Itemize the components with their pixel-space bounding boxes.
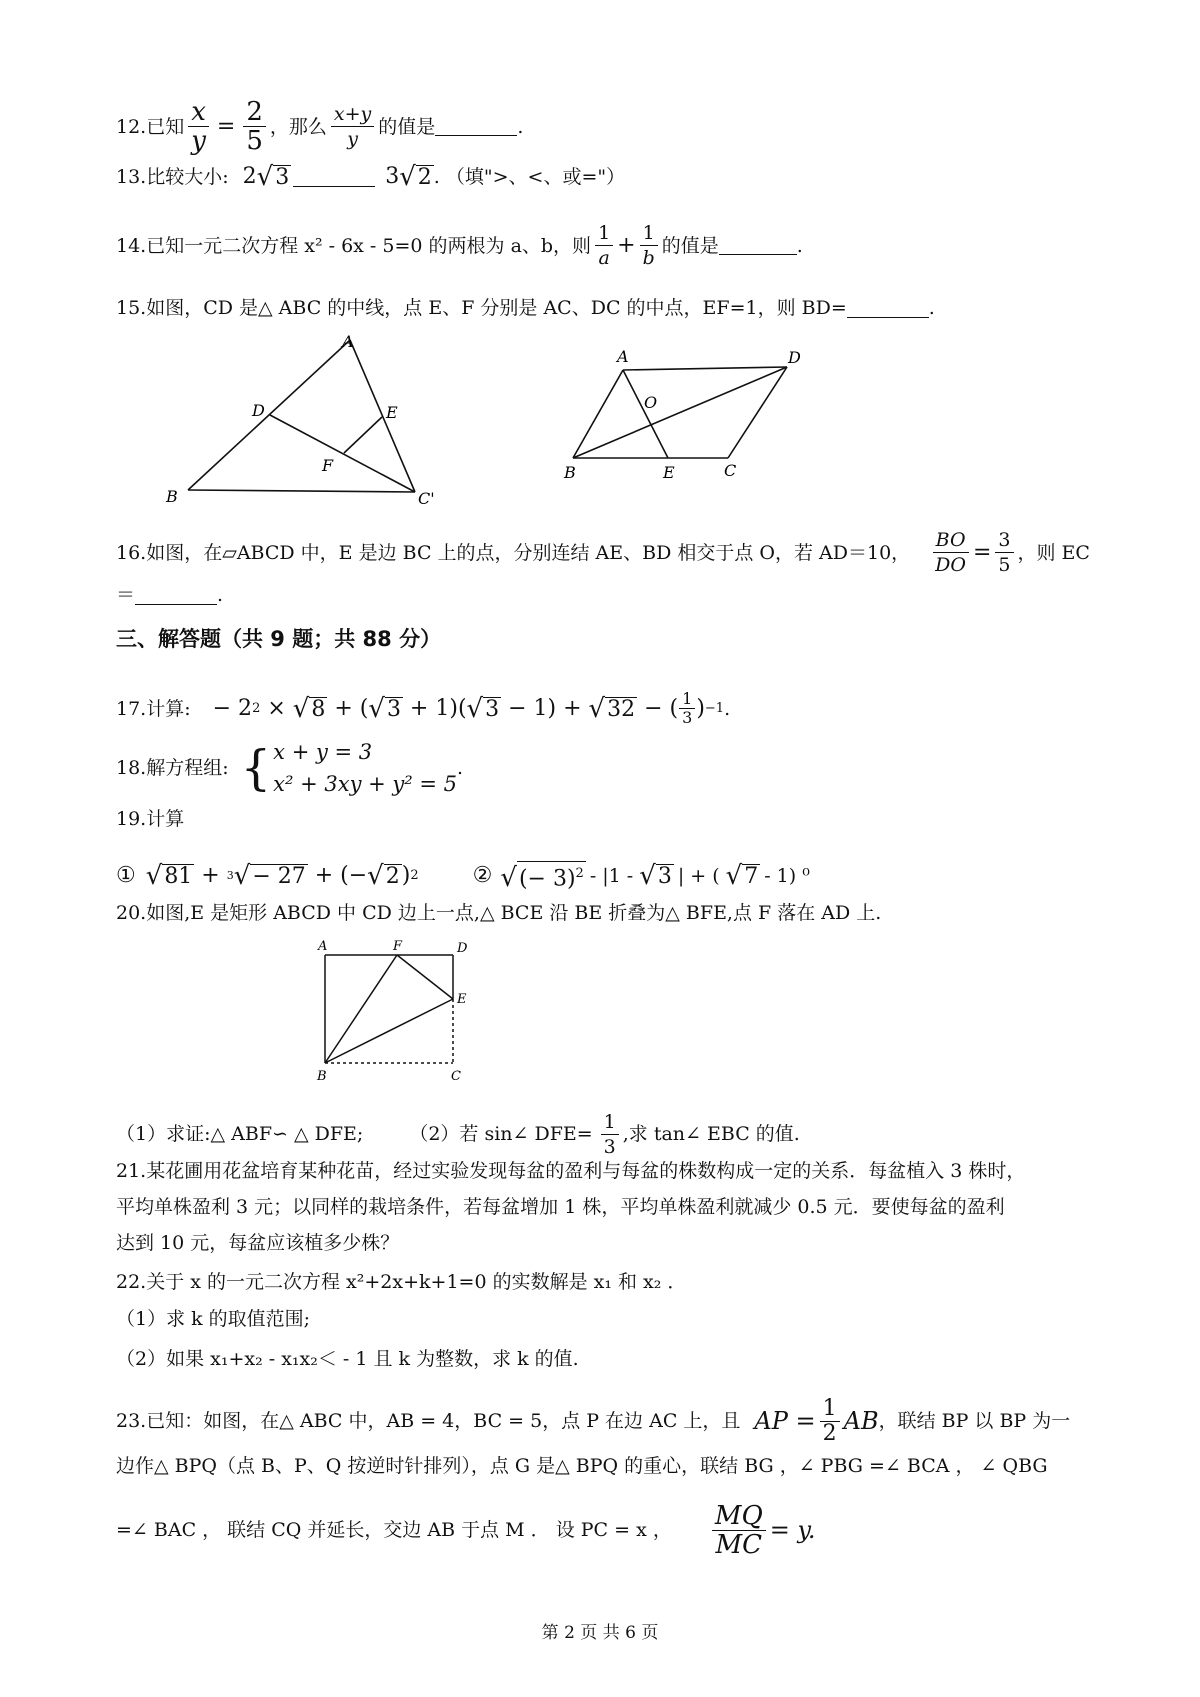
part-2-label: ② [472, 863, 493, 888]
label-e: E [663, 463, 675, 482]
section-heading: 三、解答题（共 9 题；共 88 分） [116, 627, 442, 651]
question-19 [116, 806, 184, 832]
label-b: B [564, 463, 576, 482]
fraction-2-over-5: $\frac{2}{5}$ [243, 98, 266, 155]
figure-triangle-abc [160, 335, 450, 510]
label-c: C' [418, 489, 435, 508]
question-19-parts: ① √ 81 + 3 √ − 27 + (− √ 2 ) 2 ② √ (− 3)$^2$ - |1 - √ 3 | + ( √ 7 - 1) ⁰ [116, 861, 810, 894]
q20-part2-prefix: （2）若 sin∠ DFE= [409, 1123, 593, 1145]
fraction-1-over-b: $\frac{1}{b}$ [640, 221, 658, 270]
q16-suffix: ，则 EC [1017, 541, 1090, 564]
fraction-1-over-a: $\frac{1}{a}$ [595, 221, 613, 270]
label-e: E [457, 992, 467, 1007]
answer-blank[interactable] [293, 168, 375, 187]
question-22-part-2: （2）如果 x₁+x₂ - x₁x₂＜ - 1 且 k 为整数，求 k 的值. [116, 1348, 579, 1370]
fraction-1-over-3: $\frac{1}{3}$ [601, 1110, 619, 1159]
label-f: F [322, 456, 334, 475]
question-21-line-2: 平均单株盈利 3 元；以同样的栽培条件，若每盆增加 1 株，平均单株盈利就减少 0.5 元．要使每盆的盈利 [116, 1196, 1005, 1218]
expr-q19-part2: √ (− 3)$^2$ [500, 861, 585, 891]
fraction-mq-over-mc: $\frac{MQ}{MC}$ [712, 1502, 766, 1559]
label-a: A [342, 335, 354, 351]
expr-q17: − 2 2 × √ 8 + ( √ 3 + 1)( √ 3 − 1) + √ 32 − ( $\frac{1}{3}$ ) −1 [212, 689, 725, 727]
answer-blank[interactable] [719, 236, 797, 255]
question-23-line-2: 边作△ BPQ（点 B、P、Q 按逆时针排列），点 G 是△ BPQ 的重心，联结 BG ，∠ PBG =∠ BCA ， ∠ QBG [116, 1455, 1048, 1477]
q13-suffix: . （填">、<、或="） [433, 166, 626, 188]
question-18: 18.解方程组: { x + y = 3 x² + 3xy + y² = 5 . [116, 738, 463, 798]
label-a: A [318, 939, 328, 954]
expr-2-sqrt3: 2 √ 3 [242, 162, 290, 192]
question-20-parts [116, 1112, 800, 1156]
question-14: 14.已知一元二次方程 x² - 6x - 5=0 的两根为 a、b，则 $\frac{1}{a}$ + $\frac{1}{b}$ 的值是 . [116, 222, 803, 269]
q17-prefix: 17.计算: [116, 697, 191, 720]
q20-part1: （1）求证:△ ABF∽ △ DFE; [116, 1123, 364, 1145]
question-22-line-1: 22.关于 x 的一元二次方程 x²+2x+k+1=0 的实数解是 x₁ 和 x₂ ． [116, 1271, 687, 1293]
q19-title: 19.计算 [116, 808, 185, 830]
figure-parallelogram-abcd [560, 345, 805, 485]
fraction-3-over-5: $\frac{3}{5}$ [995, 528, 1013, 577]
label-d: D [457, 941, 468, 956]
q18-prefix: 18.解方程组: [116, 757, 229, 779]
label-a: A [617, 347, 629, 366]
expr-q19-part1: √ 81 + 3 √ − 27 + (− √ 2 ) 2 [145, 861, 419, 891]
answer-blank[interactable] [135, 586, 217, 605]
question-21-line-3: 达到 10 元，每盆应该植多少株？ [116, 1232, 400, 1254]
question-16: 16.如图，在▱ABCD 中，E 是边 BC 上的点，分别连结 AE、BD 相交于点 O，若 AD＝10， $\frac{BO}{DO}$ = $\frac{3}{5}$ ，则 EC [116, 529, 1090, 576]
question-13 [116, 164, 625, 190]
figure-rectangle-abcd [315, 935, 485, 1085]
equation-1: x + y = 3 [273, 740, 373, 764]
equation-2: x² + 3xy + y² = 5 [273, 772, 457, 796]
page-number: 第 2 页 共 6 页 [541, 1623, 659, 1643]
q13-prefix: 13.比较大小: [116, 166, 229, 188]
question-17: 17.计算: − 2 2 × √ 8 + ( √ 3 + 1)( √ 3 − 1) + √ 32 − ( $\frac{1}{3}$ ) −1 . [116, 689, 731, 727]
label-e: E [386, 403, 398, 422]
question-23-line-3: =∠ BAC ， 联结 CQ 并延长，交边 AB 于点 M ． 设 PC = x ， $\frac{MQ}{MC}$ = y. [116, 1500, 816, 1560]
question-21-line-1: 21.某花圃用花盆培育某种花苗，经过实验发现每盆的盈利与每盆的株数构成一定的关系．每盆植入 3 株时， [116, 1160, 1026, 1182]
answer-blank[interactable] [847, 299, 929, 318]
expr-ap-half-ab: AP = $\frac{1}{2}$ AB [754, 1395, 879, 1446]
expr-3-sqrt2: 3 √ 2 [385, 162, 432, 192]
label-b: B [317, 1069, 327, 1084]
q12-prefix: 12.已知 [116, 115, 185, 138]
q20-part2-suffix: ,求 tan∠ EBC 的值. [622, 1123, 800, 1145]
q14-prefix: 14.已知一元二次方程 x² - 6x - 5=0 的两根为 a、b，则 [116, 234, 592, 257]
question-20 [116, 900, 881, 926]
q15-text: 15.如图，CD 是△ ABC 的中线，点 E、F 分别是 AC、DC 的中点，EF=1，则 BD= [116, 297, 847, 319]
q14-suffix: 的值是 [661, 234, 719, 257]
fraction-bo-over-do: $\frac{BO}{DO}$ [932, 528, 969, 577]
fraction-xplusy-over-y: $\frac{x+y}{y}$ [331, 102, 374, 151]
answer-blank[interactable] [435, 117, 517, 136]
question-15: 15.如图，CD 是△ ABC 的中线，点 E、F 分别是 AC、DC 的中点，EF=1，则 BD= . [116, 297, 935, 319]
q12-mid: ，那么 [269, 115, 327, 138]
label-f: F [393, 939, 403, 954]
label-b: B [166, 487, 178, 506]
question-12: 12.已知 $\frac{x}{y}$ = $\frac{2}{5}$ ，那么 $\frac{x+y}{y}$ 的值是 . [116, 97, 524, 156]
question-16-continued: ＝ . [116, 584, 224, 606]
label-d: D [788, 348, 801, 367]
part-1-label: ① [116, 863, 136, 888]
fraction-x-over-y: $\frac{x}{y}$ [188, 98, 209, 155]
label-o: O [644, 393, 658, 412]
label-c: C [451, 1069, 461, 1084]
label-c: C [724, 461, 737, 480]
equation-system: { x + y = 3 x² + 3xy + y² = 5 [241, 736, 457, 800]
question-22-part-1: （1）求 k 的取值范围; [116, 1308, 311, 1330]
q16-text: 16.如图，在▱ABCD 中，E 是边 BC 上的点，分别连结 AE、BD 相交于点 O，若 AD＝10， [116, 541, 911, 564]
q20-text: 20.如图,E 是矩形 ABCD 中 CD 边上一点,△ BCE 沿 BE 折叠为△ BFE,点 F 落在 AD 上. [116, 902, 882, 924]
label-d: D [252, 401, 265, 420]
question-23-line-1: 23.已知：如图，在△ ABC 中，AB = 4，BC = 5，点 P 在边 AC 上，且 AP = $\frac{1}{2}$ AB ，联结 BP 以 BP 为一 [116, 1395, 1071, 1446]
q12-suffix: 的值是 [378, 115, 436, 138]
